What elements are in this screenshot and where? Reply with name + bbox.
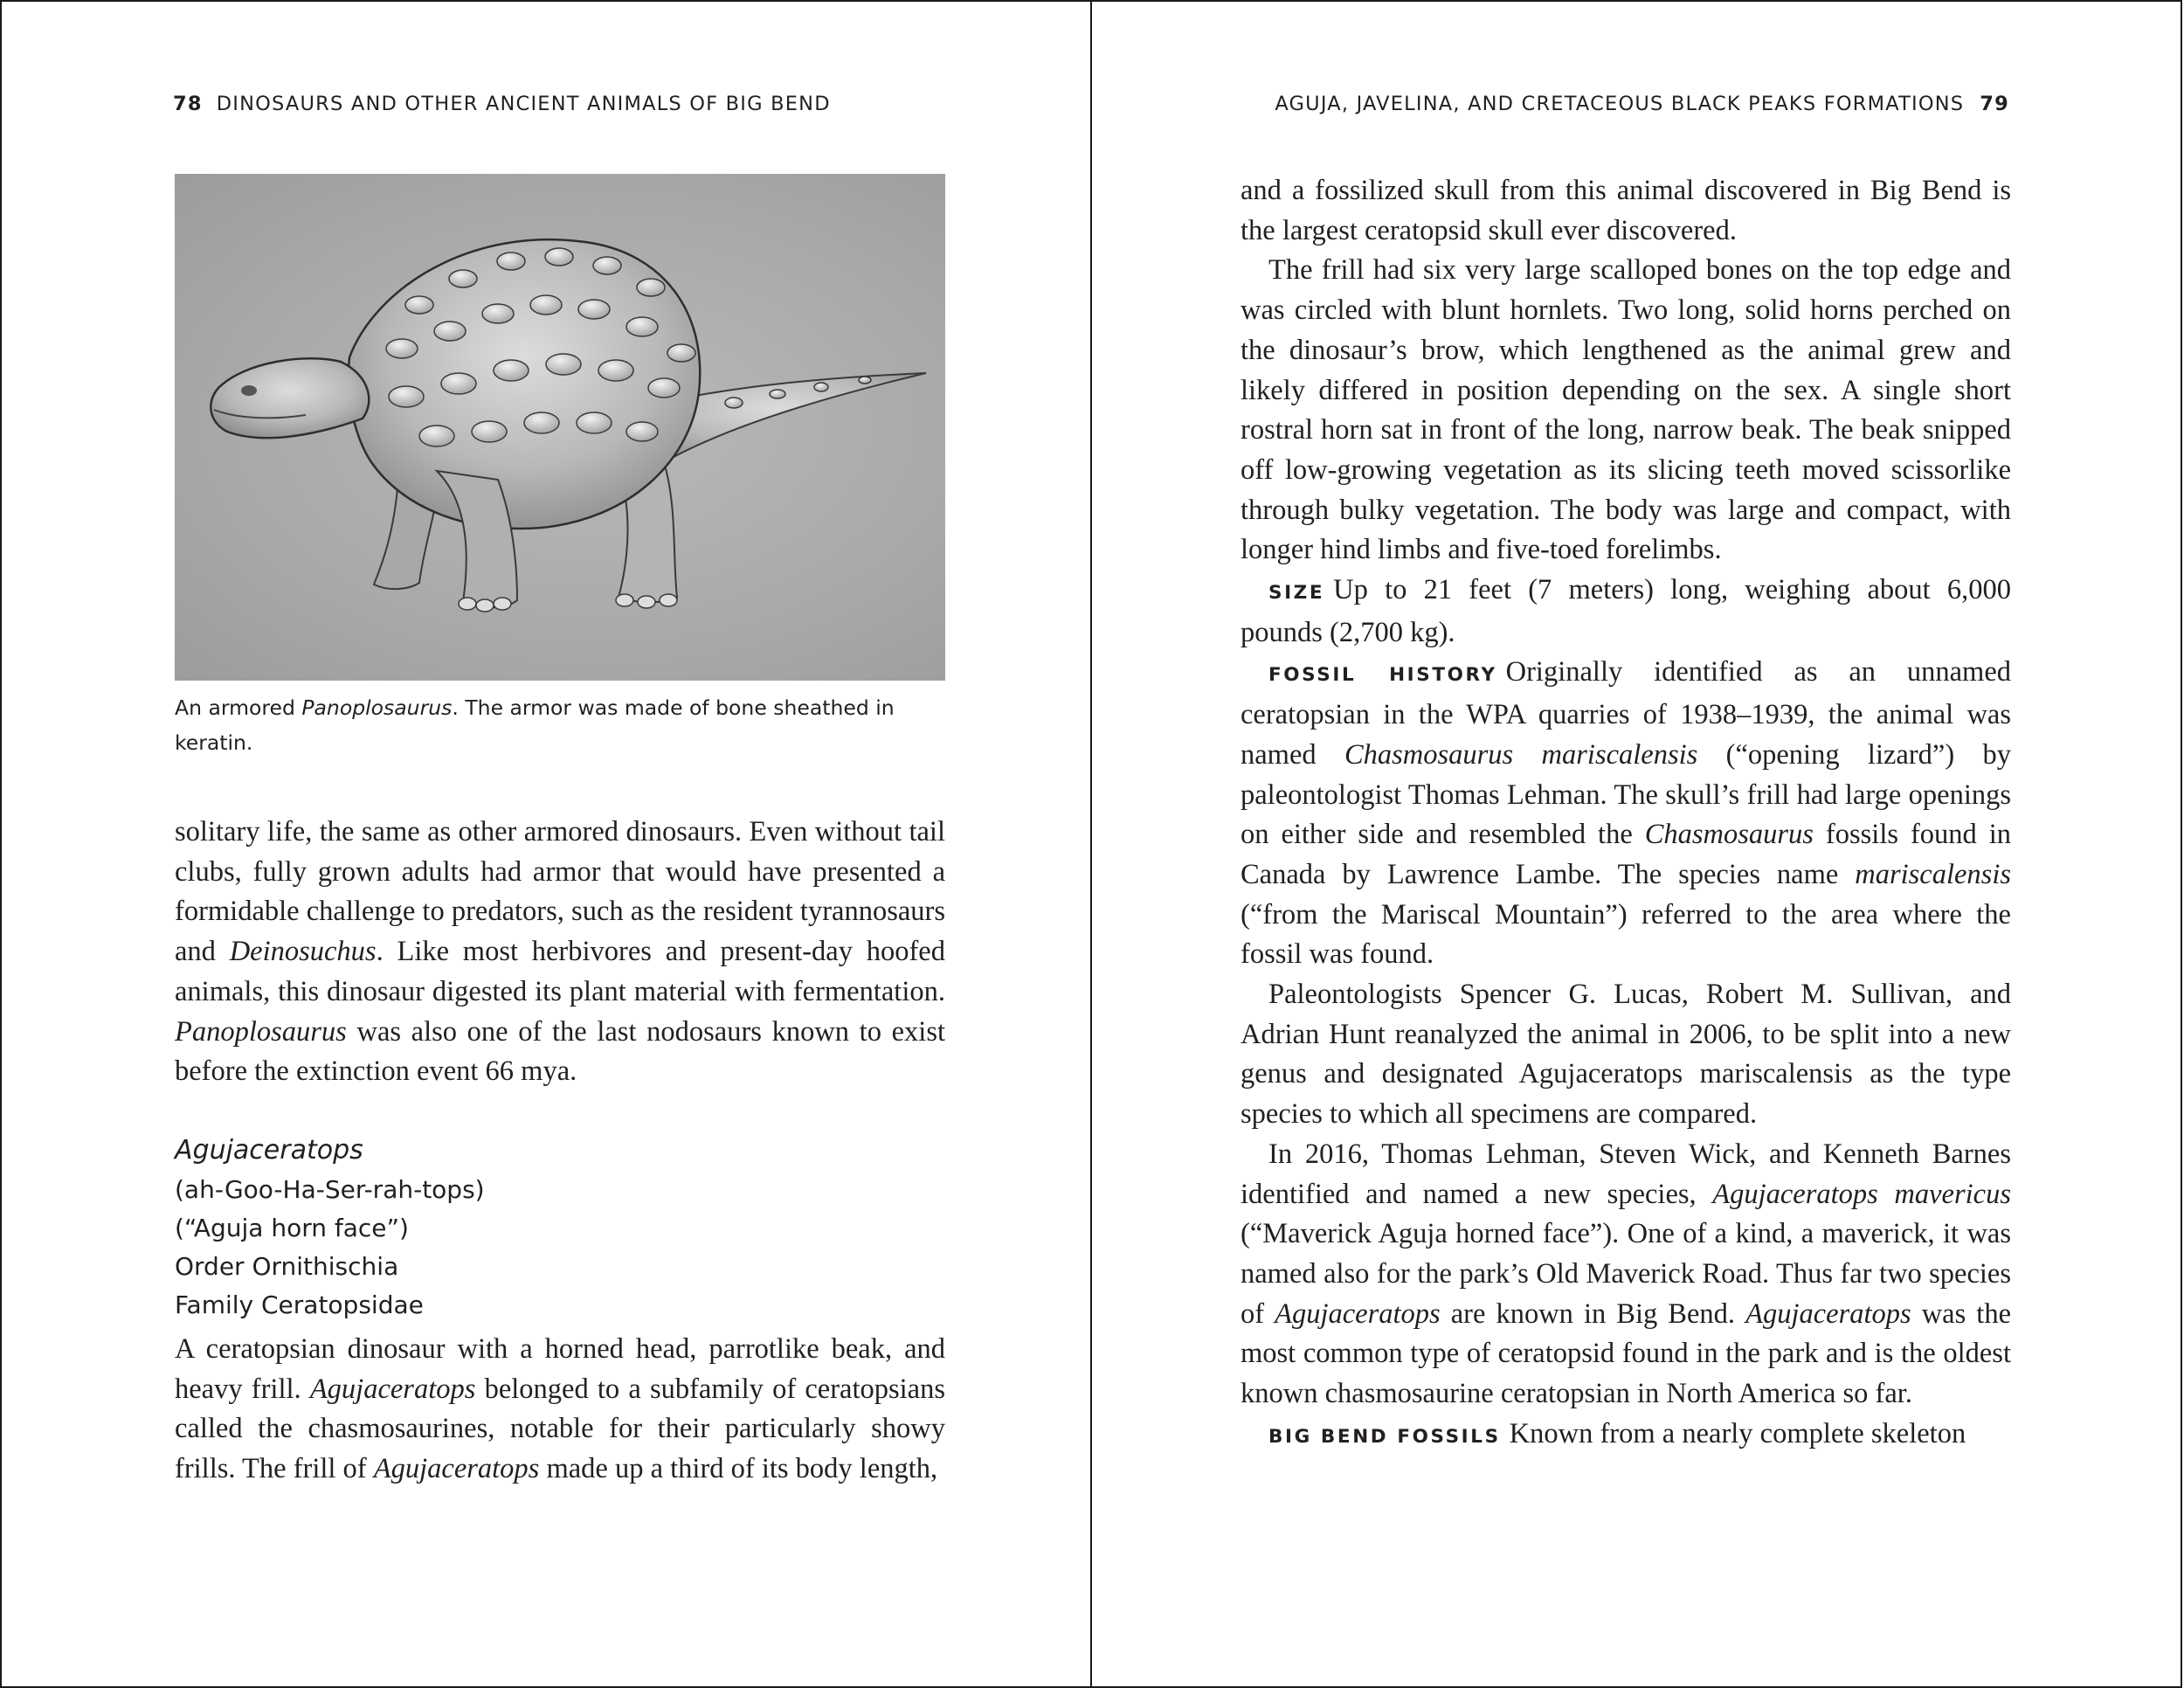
text-run: are known in Big Bend. <box>1440 1297 1746 1330</box>
paragraph-size <box>1241 571 2011 653</box>
paragraph-big-bend-fossils <box>1241 1415 2011 1457</box>
text-run: (“opening lizard”) by paleontologist Thomas Lehman. The skull’s frill had large openings on either side and resembled the <box>1241 738 2011 851</box>
size-label: SIZE <box>1268 582 1325 605</box>
panoplosaurus-drawing <box>175 174 945 681</box>
paragraph-skull: and a fossilized skull from this animal discovered in Big Bend is the largest ceratopsid skull ever discovered. <box>1241 175 2011 246</box>
italic-name-agujaceratops: Agujaceratops <box>1275 1297 1441 1330</box>
right-page-number: 79 <box>1980 93 2009 115</box>
paragraph-fossil-history <box>1241 653 2011 975</box>
text-run: (“from the Mariscal Mountain”) referred to the area where the fossil was found. <box>1241 898 2011 971</box>
panoplosaurus-illustration <box>175 174 945 681</box>
left-page <box>0 0 1091 1688</box>
species-meaning: (“Aguja horn face”) <box>175 1214 409 1242</box>
text-run: made up a third of its body length, <box>539 1453 938 1485</box>
big-bend-fossils-text: Known from a nearly complete skeleton <box>1509 1417 1966 1449</box>
caption-text-start: An armored <box>175 695 302 720</box>
text-run: belonged to a subfamily of ceratopsians called the chasmosaurines, notable for their particularly showy frills. The frill of <box>175 1373 945 1485</box>
species-pronunciation: (ah-Goo-Ha-Ser-rah-tops) <box>175 1175 485 1204</box>
right-running-head <box>1275 93 2009 115</box>
left-running-head <box>173 93 831 115</box>
text-run: . Like most herbivores and present-day hoofed animals, this dinosaur digested its plant material with fermentation. <box>175 936 945 1007</box>
italic-name-chasmosaurus: Chasmosaurus <box>1644 819 1814 851</box>
paragraph-frill: The frill had six very large scalloped bones on the top edge and was circled with blunt hornlets. Two long, solid horns perched on the dinosaur’s brow, which lengthened as the animal grew and likely differed in position depending on the sex. A single short rostral horn sat in front of the long, narrow beak. The beak snipped off low-growing vegetation as its slicing teeth moved scissorlike through bulky vegetation. The body was large and compact, with longer hind limbs and five-toed forelimbs. <box>1241 254 2011 566</box>
paragraph-new-species <box>1241 1135 2011 1415</box>
caption-text-end: . The armor was made of bone sheathed in keratin. <box>175 695 895 755</box>
italic-name-agujaceratops: Agujaceratops <box>309 1373 476 1405</box>
text-run: was also one of the last nodosaurs known to exist before the extinction event 66 mya. <box>175 1015 945 1088</box>
text-run: fossils found in Canada by Lawrence Lambe. The species name <box>1241 819 2011 890</box>
text-run: solitary life, the same as other armored dinosaurs. Even without tail clubs, fully grown adults had armor that would have presented a formidable challenge to predators, such as the resident tyrannosaurs and <box>175 816 945 968</box>
text-run: In 2016, Thomas Lehman, Steven Wick, and Kenneth Barnes identified and named a new species, <box>1241 1138 2011 1210</box>
size-text: Up to 21 feet (7 meters) long, weighing about 6,000 pounds (2,700 kg). <box>1241 574 2011 648</box>
left-running-head-title: DINOSAURS AND OTHER ANCIENT ANIMALS OF BIG BEND <box>216 93 831 115</box>
left-paragraph-agujaceratops <box>175 1330 945 1490</box>
species-family: Family Ceratopsidae <box>175 1290 424 1319</box>
italic-name-agujaceratops-mavericus: Agujaceratops mavericus <box>1712 1178 2011 1210</box>
left-page-number: 78 <box>173 93 203 115</box>
italic-name-chasmosaurus-mariscalensis: Chasmosaurus mariscalensis <box>1344 738 1698 771</box>
paragraph-reanalysis: Paleontologists Spencer G. Lucas, Robert M. Sullivan, and Adrian Hunt reanalyzed the animal in 2006, to be split into a new genus and designated Agujaceratops mariscalensis as the type species to which all specimens are compared. <box>1241 979 2011 1131</box>
text-run: (“Maverick Aguja horned face”). One of a kind, a maverick, it was named also for the park’s Old Maverick Road. Thus far two species of <box>1241 1218 2011 1330</box>
italic-name-agujaceratops: Agujaceratops <box>373 1453 540 1485</box>
figure-caption <box>175 690 945 760</box>
italic-name-panoplosaurus: Panoplosaurus <box>175 1015 347 1048</box>
right-running-head-title: AGUJA, JAVELINA, AND CRETACEOUS BLACK PEAKS FORMATIONS <box>1275 93 1965 115</box>
species-heading <box>175 1131 945 1325</box>
species-order: Order Ornithischia <box>175 1252 399 1281</box>
italic-name-agujaceratops: Agujaceratops <box>1745 1297 1911 1330</box>
species-genus: Agujaceratops <box>175 1135 363 1166</box>
left-paragraph-armored-life <box>175 813 945 1092</box>
italic-name-mariscalensis: mariscalensis <box>1855 858 2011 890</box>
text-run: A ceratopsian dinosaur with a horned head, parrotlike beak, and heavy frill. <box>175 1333 945 1405</box>
fossil-history-label: FOSSIL HISTORY <box>1268 664 1497 687</box>
right-page-text <box>1241 171 2011 1457</box>
text-run: Originally identified as an unnamed ceratopsian in the WPA quarries of 1938–1939, the animal was named <box>1241 656 2011 771</box>
italic-name-deinosuchus: Deinosuchus <box>229 936 377 968</box>
big-bend-fossils-label: BIG BEND FOSSILS <box>1268 1425 1501 1448</box>
text-run: was the most common type of ceratopsid found in the park and is the oldest known chasmosaurine ceratopsian in North America so far. <box>1241 1297 2012 1410</box>
caption-species-name: Panoplosaurus <box>301 695 453 720</box>
